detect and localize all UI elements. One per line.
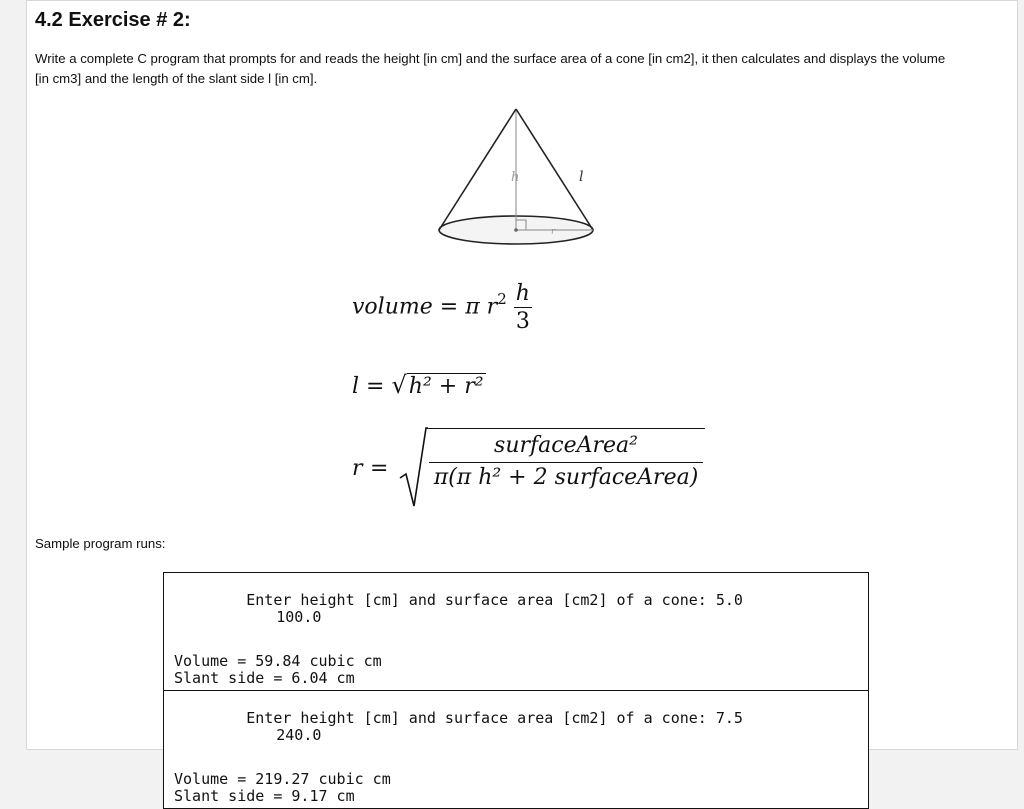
center-point [514,228,518,232]
prompt-line-1: Write a complete C program that prompts for and reads the height [in cm] and the surface area of a cone [in cm2], it then calculates and displays the volume [35,51,946,66]
radius-lhs: r [352,456,363,481]
sqrt-sign-icon: √ [391,371,407,399]
volume-fraction-den: 3 [515,309,530,334]
run-1-input: 100.0 [276,608,322,626]
run-2-prompt-line [174,693,858,761]
slant-formula [352,371,486,399]
slant-lhs: l [352,374,360,399]
volume-formula [352,281,532,334]
exercise-heading: 4.2 Exercise # 2: [35,9,191,31]
run-1-prompt: Enter height [cm] and surface area [cm2] of a cone: 5.0 [246,591,743,609]
cone-left-side [439,109,516,230]
sample-run-1 [164,573,868,690]
run-2-volume: Volume = 219.27 cubic cm [174,770,391,788]
sample-runs-box [163,572,869,809]
height-label: h [511,170,520,185]
prompt-line-2: [in cm3] and the length of the slant side l [in cm]. [35,71,318,86]
volume-equals: = [439,294,459,320]
sample-runs-label: Sample program runs: [35,536,166,551]
slant-equals: = [366,374,385,399]
radius-fraction [427,428,705,490]
run-1-volume: Volume = 59.84 cubic cm [174,652,382,670]
run-2-slant: Slant side = 9.17 cm [174,787,355,805]
radius-equals: = [370,456,389,481]
sample-run-2 [164,690,868,808]
slant-radicand: h² + r² [408,374,484,399]
radius-label: r [551,227,556,237]
volume-r: r [486,294,498,320]
cone-diagram [431,105,601,253]
volume-pi: π [465,294,480,320]
run-1-prompt-line [174,575,858,643]
radius-fraction-den: π(π h² + 2 surfaceArea) [433,465,699,490]
exercise-page [26,0,1018,805]
volume-fraction-num: h [515,281,530,306]
volume-fraction [514,281,532,334]
slant-label: l [579,169,584,185]
run-2-prompt: Enter height [cm] and surface area [cm2] of a cone: 7.5 [246,709,743,727]
run-2-input: 240.0 [276,726,322,744]
exercise-prompt [35,49,1003,89]
radius-sqrt-icon [398,426,428,508]
run-1-slant: Slant side = 6.04 cm [174,669,355,687]
volume-r-exponent: 2 [497,289,507,308]
radius-fraction-num: surfaceArea² [429,429,703,463]
volume-lhs: volume [352,294,433,320]
